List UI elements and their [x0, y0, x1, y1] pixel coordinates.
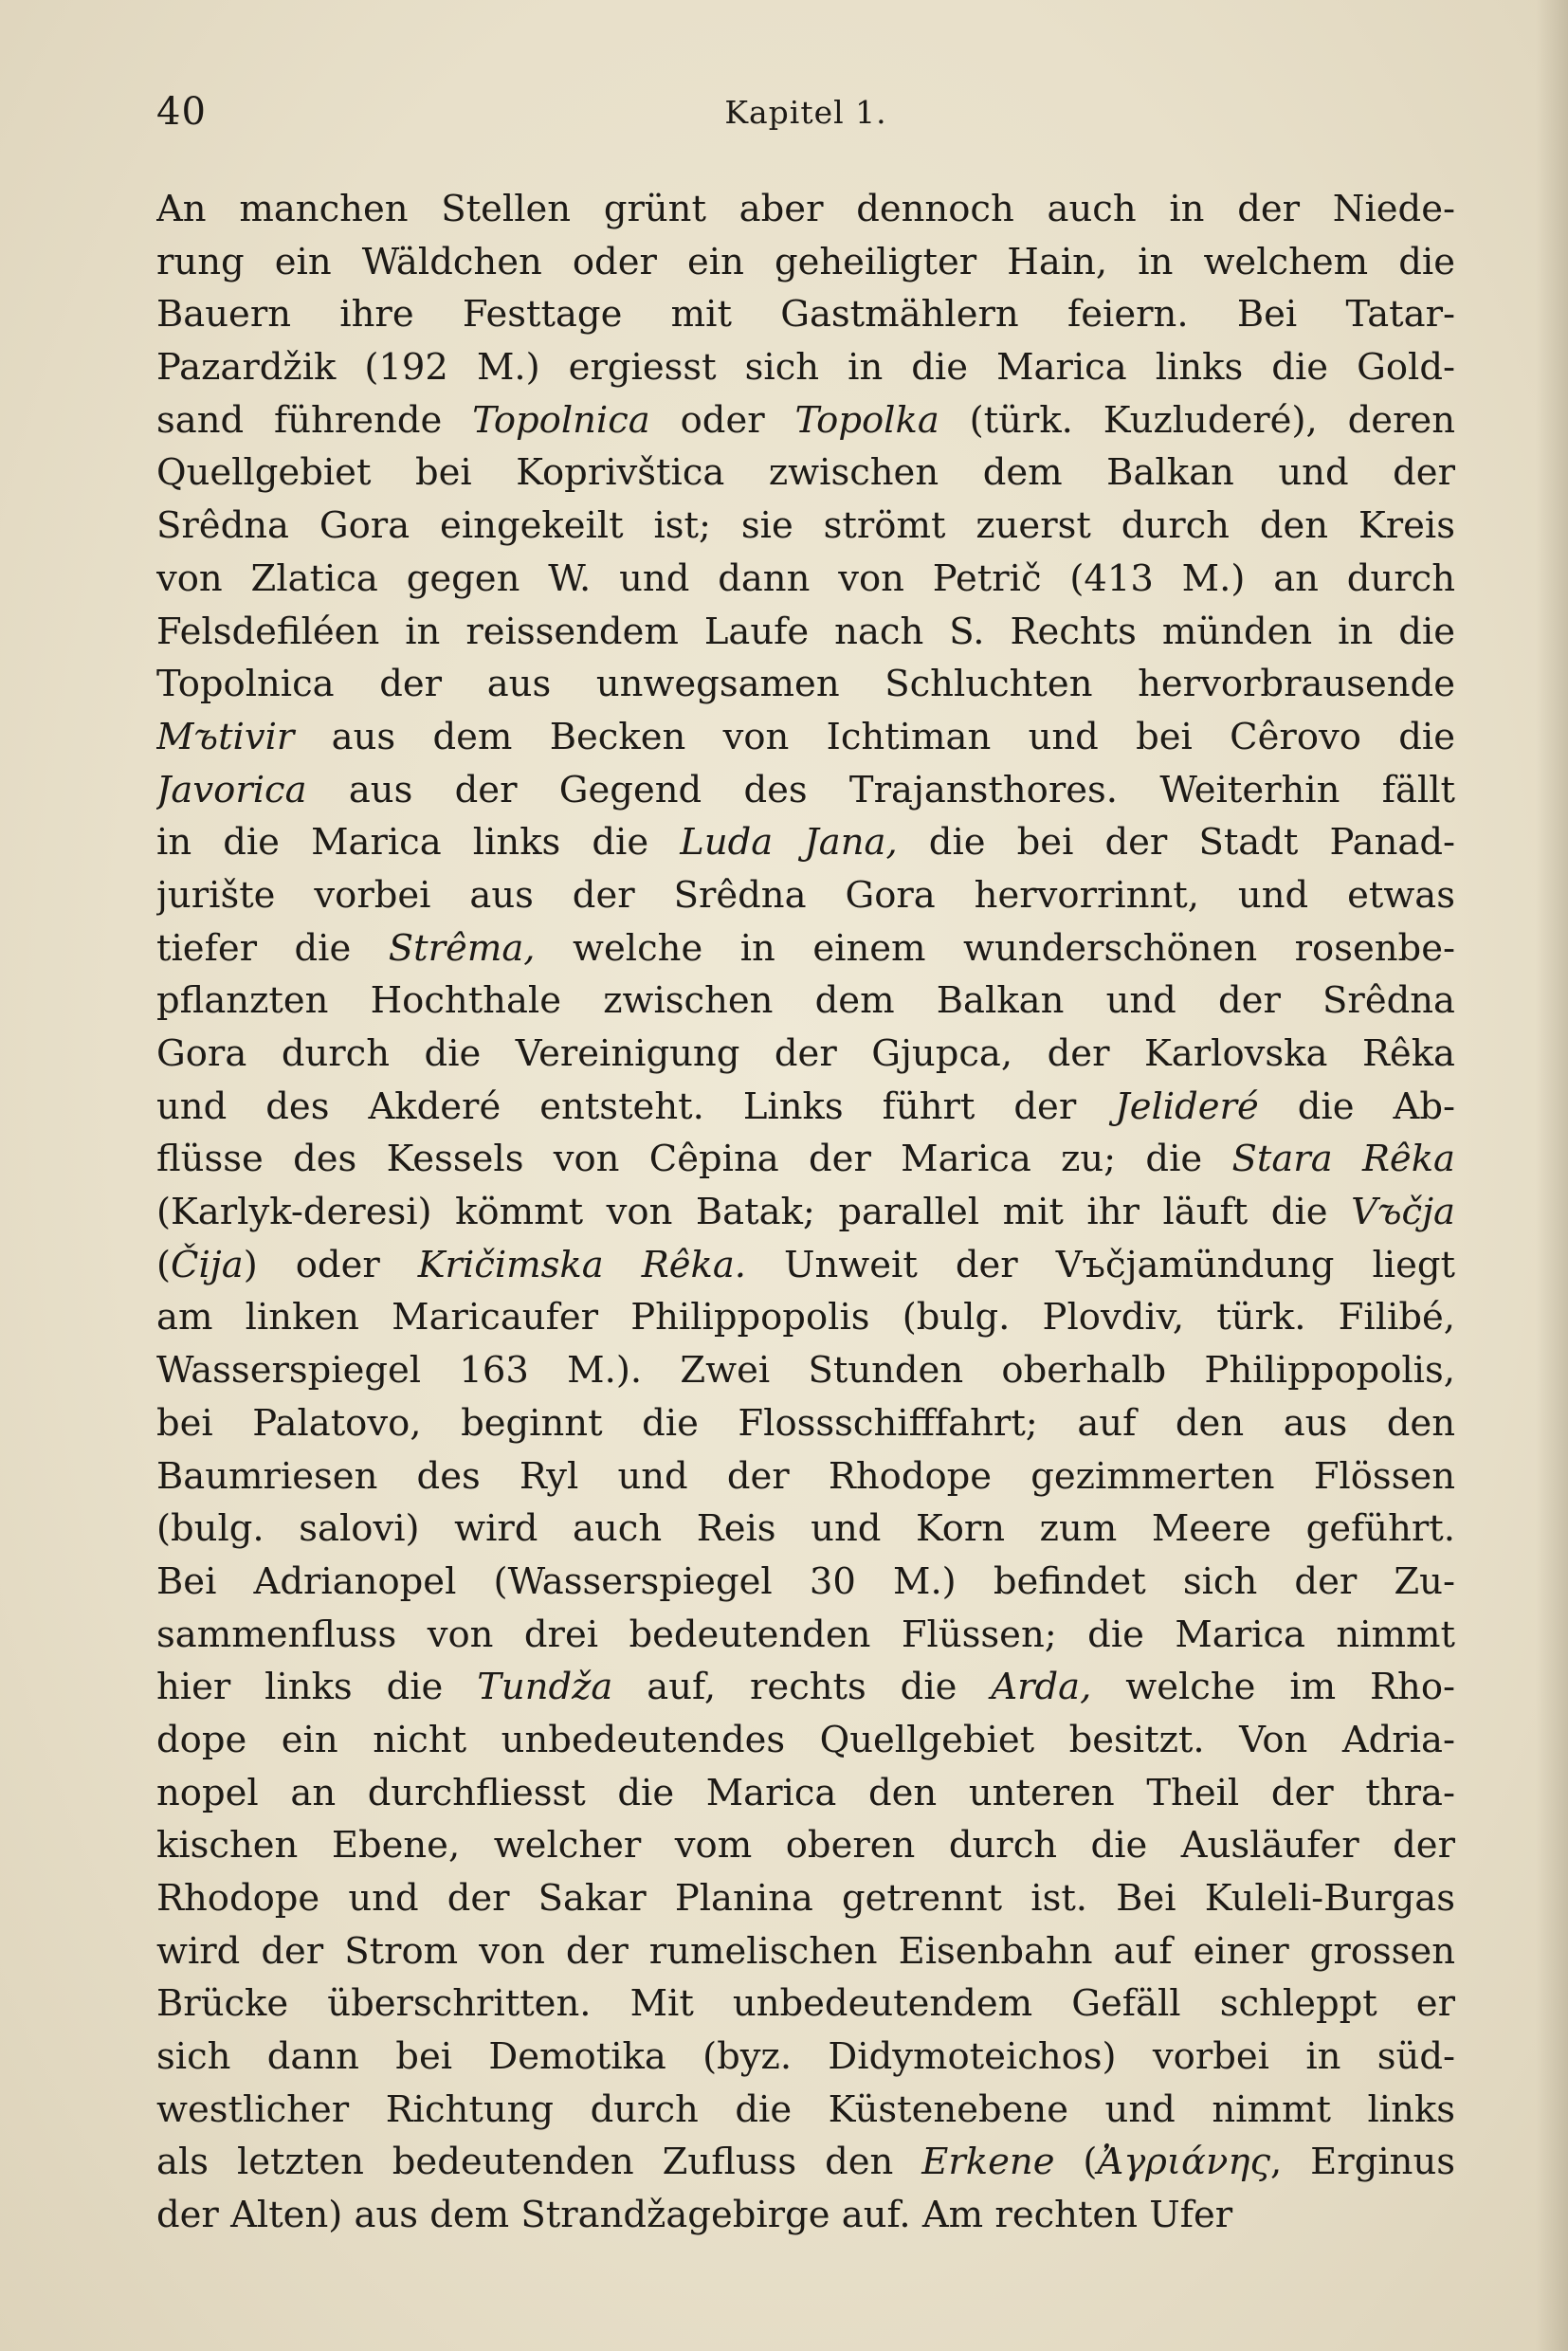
text-run: Wasserspiegel 163 M.). Zwei Stunden oberhalb Philippopolis,	[156, 1349, 1455, 1393]
italic-term: Mъtivir	[156, 715, 295, 758]
page-edge-shadow	[1536, 0, 1568, 2351]
text-run: als letzten bedeutenden Zufluss den	[156, 2141, 922, 2184]
text-line	[156, 1819, 1455, 1872]
text-line	[156, 1133, 1455, 1186]
text-line	[156, 869, 1455, 922]
text-run: der Alten) aus dem Strandžagebirge auf. Am rechten Ufer	[156, 2194, 1233, 2237]
text-line	[156, 1028, 1455, 1081]
text-line	[156, 1397, 1455, 1450]
italic-term: Topolnica	[472, 398, 650, 442]
text-run: und des Akderé entsteht. Links führt der	[156, 1084, 1116, 1128]
text-run: nopel an durchfliesst die Marica den unteren Theil der thra-	[156, 1771, 1455, 1814]
text-run: Unweit der Vъčjamündung liegt	[746, 1243, 1455, 1286]
text-run: dope ein nicht unbedeutendes Quellgebiet besitzt. Von Adria-	[156, 1718, 1455, 1761]
text-line	[156, 1186, 1455, 1239]
italic-term: Topolka	[794, 398, 939, 442]
text-line	[156, 1767, 1455, 1820]
text-run: Quellgebiet bei Koprivštica zwischen dem Balkan und der	[156, 451, 1455, 495]
text-line	[156, 236, 1455, 289]
text-run: Felsdefiléen in reissendem Laufe nach S. Rechts münden in die	[156, 610, 1455, 653]
text-run: kischen Ebene, welcher vom oberen durch die Ausläufer der	[156, 1824, 1455, 1868]
text-run: Topolnica der aus unwegsamen Schluchten hervorbrausende	[156, 663, 1455, 706]
text-line	[156, 341, 1455, 394]
text-run: (bulg. salovi) wird auch Reis und Korn zum Meere geführt.	[156, 1507, 1455, 1551]
italic-term: Kričimska Rêka.	[417, 1243, 747, 1286]
italic-term: Tundža	[477, 1666, 613, 1709]
text-run: Baumriesen des Ryl und der Rhodope gezimmerten Flössen	[156, 1454, 1455, 1498]
text-run: Gora durch die Vereinigung der Gjupca, der Karlovska Rêka	[156, 1032, 1455, 1075]
text-run: (türk. Kuzluderé), deren	[939, 398, 1455, 442]
text-line	[156, 447, 1455, 500]
text-line	[156, 183, 1455, 236]
text-run: hier links die	[156, 1666, 478, 1709]
text-line	[156, 2189, 1455, 2242]
page-number: 40	[156, 90, 207, 134]
text-line	[156, 658, 1455, 711]
running-head: Kapitel 1.	[724, 94, 887, 131]
text-line	[156, 1872, 1455, 1925]
text-line	[156, 553, 1455, 606]
text-run: tiefer die	[156, 926, 389, 970]
text-line	[156, 2084, 1455, 2137]
text-line	[156, 1081, 1455, 1134]
italic-term: Stara Rêka	[1231, 1138, 1455, 1181]
text-run: die bei der Stadt Panad-	[897, 821, 1455, 865]
text-run: am linken Maricaufer Philippopolis (bulg. Plovdiv, türk. Filibé,	[156, 1296, 1455, 1340]
text-run: jurište vorbei aus der Srêdna Gora hervorrinnt, und etwas	[156, 873, 1455, 917]
text-line	[156, 1977, 1455, 2031]
text-run: die Ab-	[1258, 1084, 1455, 1128]
text-run: sand führende	[156, 398, 473, 442]
italic-term: Erkene	[921, 2141, 1055, 2184]
text-line	[156, 1450, 1455, 1504]
text-run: aus der Gegend des Trajansthores. Weiterhin fällt	[306, 768, 1455, 811]
italic-term: Vъčja	[1351, 1191, 1455, 1234]
text-run: (Karlyk-deresi) kömmt von Batak; parallel mit ihr läuft die	[156, 1191, 1352, 1234]
text-run: flüsse des Kessels von Cêpina der Marica zu; die	[156, 1138, 1232, 1181]
text-run: bei Palatovo, beginnt die Flossschifffahrt; auf den aus den	[156, 1401, 1455, 1445]
text-line	[156, 606, 1455, 659]
text-run: rung ein Wäldchen oder ein geheiligter Hain, in welchem die	[156, 240, 1455, 283]
italic-term: Jelideré	[1115, 1084, 1259, 1128]
text-run: Bei Adrianopel (Wasserspiegel 30 M.) befindet sich der Zu-	[156, 1559, 1455, 1603]
italic-term: Ἀγριάνης	[1097, 2141, 1271, 2184]
text-run: in die Marica links die	[156, 821, 681, 865]
text-line	[156, 711, 1455, 764]
text-run: welche in einem wunderschönen rosenbe-	[535, 926, 1455, 970]
text-line	[156, 922, 1455, 975]
text-run: sich dann bei Demotika (byz. Didymoteichos) vorbei in süd-	[156, 2035, 1455, 2079]
text-run: Rhodope und der Sakar Planina getrennt ist. Bei Kuleli-Burgas	[156, 1877, 1455, 1920]
text-line	[156, 1609, 1455, 1662]
text-run: Srêdna Gora eingekeilt ist; sie strömt zuerst durch den Kreis	[156, 504, 1455, 548]
text-run: , Erginus	[1270, 2141, 1455, 2184]
text-line	[156, 1344, 1455, 1397]
text-run: pflanzten Hochthale zwischen dem Balkan und der Srêdna	[156, 979, 1455, 1023]
text-line	[156, 1556, 1455, 1609]
italic-term: Luda Jana,	[680, 821, 898, 865]
text-run: ) oder	[243, 1243, 418, 1286]
text-run: Bauern ihre Festtage mit Gastmählern feiern. Bei Tatar-	[156, 293, 1455, 337]
text-run: oder	[649, 398, 795, 442]
text-line	[156, 2031, 1455, 2084]
text-run: von Zlatica gegen W. und dann von Petrič (413 M.) an durch	[156, 556, 1455, 600]
text-line	[156, 764, 1455, 817]
text-line	[156, 975, 1455, 1028]
text-run: Pazardžik (192 M.) ergiesst sich in die Marica links die Gold-	[156, 346, 1455, 390]
text-line	[156, 1925, 1455, 1978]
page-header	[156, 90, 1455, 147]
text-line	[156, 1239, 1455, 1292]
text-line	[156, 1503, 1455, 1556]
italic-term: Čija	[171, 1243, 244, 1286]
body-text	[156, 183, 1455, 2242]
text-run: wird der Strom von der rumelischen Eisenbahn auf einer grossen	[156, 1929, 1455, 1973]
text-run: An manchen Stellen grünt aber dennoch auch in der Niede-	[156, 188, 1455, 230]
text-run: (	[156, 1243, 172, 1286]
text-run: auf, rechts die	[612, 1666, 992, 1709]
text-run: Brücke überschritten. Mit unbedeutendem Gefäll schleppt er	[156, 1982, 1455, 2026]
italic-term: Strêma,	[388, 926, 536, 970]
italic-term: Arda,	[991, 1666, 1092, 1709]
text-run: westlicher Richtung durch die Küstenebene und nimmt links	[156, 2087, 1455, 2131]
text-line	[156, 500, 1455, 553]
italic-term: Javorica	[156, 768, 307, 811]
text-line	[156, 1291, 1455, 1344]
text-run: (	[1054, 2141, 1098, 2184]
text-line	[156, 1661, 1455, 1714]
text-run: aus dem Becken von Ichtiman und bei Cêrovo die	[294, 715, 1455, 758]
text-line	[156, 2136, 1455, 2189]
text-run: welche im Rho-	[1091, 1666, 1455, 1709]
text-line	[156, 816, 1455, 869]
text-line	[156, 394, 1455, 447]
text-run: sammenfluss von drei bedeutenden Flüssen; die Marica nimmt	[156, 1613, 1455, 1656]
text-line	[156, 288, 1455, 341]
text-line	[156, 1714, 1455, 1767]
